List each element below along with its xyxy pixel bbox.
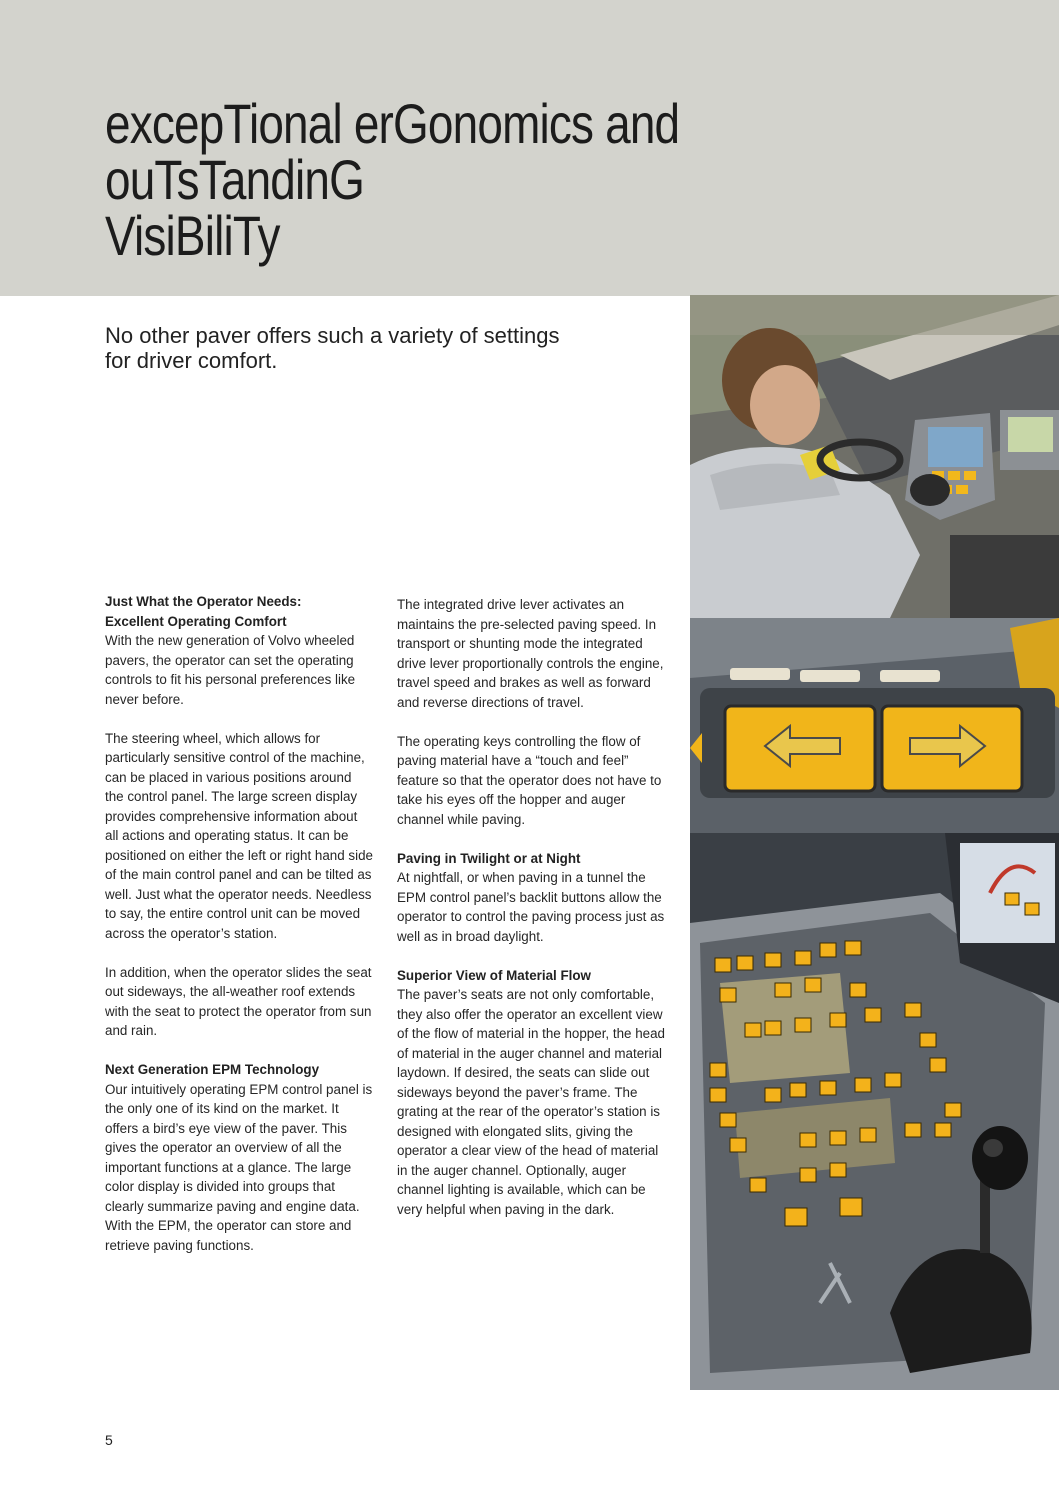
photo-operator-at-controls xyxy=(690,295,1059,618)
paragraph-steering-wheel: The steering wheel, which allows for particularly sensitive control of the machine, can be placed in various positions around the control panel. The large screen display provides comprehensive information about all actions and operating status. It can be positioned on either the left or right hand side of the main control panel and can be tilted as well. Just what the operator needs. Needless to say, the entire control unit can be moved across the operator’s station. xyxy=(105,730,373,941)
paragraph-drive-lever: The integrated drive lever activates an maintains the pre-selected paving speed. In transport or shunting mode the integrated drive lever proportionally controls the engine, travel speed and brakes as well as forward and reverse directions of travel. xyxy=(397,597,664,710)
heading-operator-needs-line-1: Just What the Operator Needs: xyxy=(105,594,302,609)
heading-operator-needs xyxy=(105,592,373,631)
photo-epm-control-panel xyxy=(690,833,1059,1390)
subtitle xyxy=(105,323,665,373)
left-text-column xyxy=(105,592,373,1275)
heading-material-flow: Superior View of Material Flow xyxy=(397,967,591,983)
page-title xyxy=(105,92,843,267)
paragraph-all-weather-roof: In addition, when the operator slides the seat out sideways, the all-weather roof extends with the seat to protect the operator from sun and rain. xyxy=(105,964,372,1038)
heading-operator-needs-line-2: Excellent Operating Comfort xyxy=(105,613,287,629)
heading-twilight-night: Paving in Twilight or at Night xyxy=(397,850,581,866)
heading-epm-technology: Next Generation EPM Technology xyxy=(105,1062,320,1077)
paragraph-epm-control-panel: Our intuitively operating EPM control panel is the only one of its kind on the market. It offers a bird’s eye view of the paver. This gives the operator an overview of all the important functions at a glance. The large color display is divided into groups that clearly summarize paving and engine data. With the EPM, the operator can store and retrieve paving functions. xyxy=(105,1081,373,1253)
page-number: 5 xyxy=(105,1432,113,1448)
right-text-column xyxy=(397,595,665,1239)
page-title-line-2: VisiBiliTy xyxy=(105,204,280,267)
subtitle-line-1: No other paver offers such a variety of settings xyxy=(105,323,560,348)
paragraph-backlit-buttons: At nightfall, or when paving in a tunnel the EPM control panel’s backlit buttons allow the operator to control the paving process just as well as in broad daylight. xyxy=(397,870,665,944)
paragraph-new-generation: With the new generation of Volvo wheeled pavers, the operator can set the operating controls to fit his personal preferences like never before. xyxy=(105,633,356,707)
paragraph-seats-view: The paver’s seats are not only comfortable, they also offer the operator an excellent view of the flow of material in the hopper, the head of material in the auger channel and material laydown. If desired, the seats can slide out sideways beyond the paver’s frame. The grating at the rear of the operator’s station is designed with elongated slits, giving the operator a clear view of the head of material in the auger channel. Optionally, auger channel lighting is available, which can be very helpful when paving in the dark. xyxy=(397,987,665,1217)
photo-arrow-buttons xyxy=(690,618,1059,833)
subtitle-line-2: for driver comfort. xyxy=(105,348,278,373)
photo-strip xyxy=(690,295,1059,1390)
paragraph-operating-keys: The operating keys controlling the flow of paving material have a “touch and feel” feature so that the operator does not have to take his eyes off the hopper and auger channel while paving. xyxy=(397,733,662,827)
page-title-line-1: excepTional erGonomics and ouTsTandinG xyxy=(105,92,680,211)
